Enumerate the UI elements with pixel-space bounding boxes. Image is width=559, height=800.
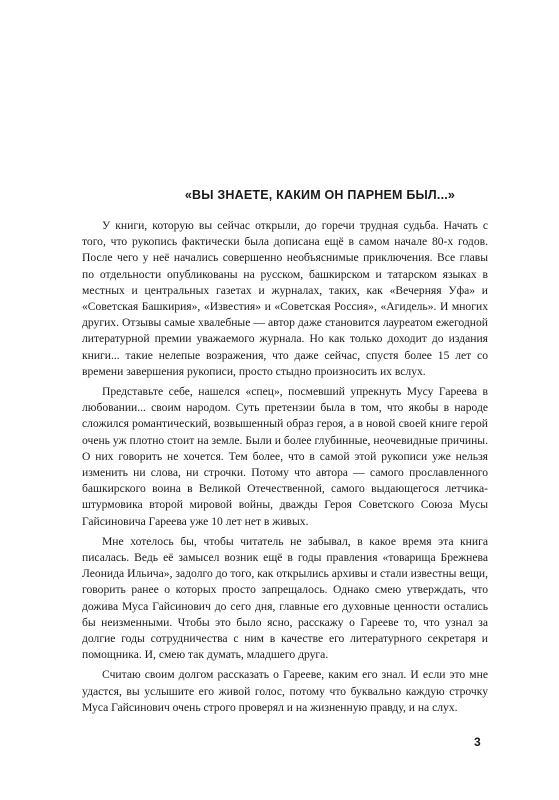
paragraph-1: У книги, которую вы сейчас открыли, до горечи трудная судьба. Начать с того, что рукопись фактически была дописана ещё в самом начале 80-х годов. После чего у неё начались совершенно необъяснимые приключения. Все главы по отдельности опубликованы на русском, башкирском и татарском языках в местных и центральных газетах и журналах, таких, как «Вечерняя Уфа» и «Советская Башкирия», «Известия» и «Советская Россия», «Агидель». И многих других. Отзывы самые хвалебные — автор даже становится лауреатом ежегодной литературной премии уважаемого журнала. Но как только доходит до издания книги... такие нелепые возражения, что даже сейчас, спустя более 15 лет со времени завершения рукописи, просто стыдно произносить их вслух. — [82, 219, 488, 378]
chapter-title: «ВЫ ЗНАЕТЕ, КАКИМ ОН ПАРНЕМ БЫЛ...» — [184, 188, 456, 202]
paragraph-2: Представьте себе, нашелся «спец», посмевший упрекнуть Мусу Гареева в любовании... своим народом. Суть претензии была в том, что якобы в народе сложился романтический, возвышенный образ героя, а в новой своей книге герой очень уж плотно стоит на земле. Были и более глубинные, неочевидные причины. О них говорить не хочется. Тем более, что в самой этой рукописи уже нельзя изменить ни слова, ни строчки. Потому что автора — самого прославленного башкирского воина в Великой Отечественной, самого выдающегося летчика-штурмовика второй мировой войны, дважды Героя Советского Союза Мусы Гайсиновича Гареева уже 10 лет нет в живых. — [82, 385, 488, 528]
page-number: 3 — [474, 735, 481, 749]
paragraph-4: Считаю своим долгом рассказать о Гарееве, каким его знал. И если это мне удастся, вы услышите его живой голос, потому что буквально каждую строчку Муса Гайсинович очень строго проверял и на жизненную правду, и на слух. — [82, 668, 488, 714]
body-text — [82, 218, 488, 720]
paragraph-3: Мне хотелось бы, чтобы читатель не забывал, в какое время эта книга писалась. Ведь её замысел возник ещё в годы правления «товарища Брежнева Леонида Ильича», задолго до того, как открылись архивы и стали известны вещи, говорить ранее о которых просто запрещалось. Однако смею утверждать, что дожива Муса Гайсинович до сего дня, главные его духовные ценности остались бы неизменными. Чтобы это было ясно, расскажу о Гарееве то, что узнал за долгие годы сотрудничества с ним в качестве его литературного секретаря и помощника. И, смею так думать, младшего друга. — [82, 534, 488, 662]
